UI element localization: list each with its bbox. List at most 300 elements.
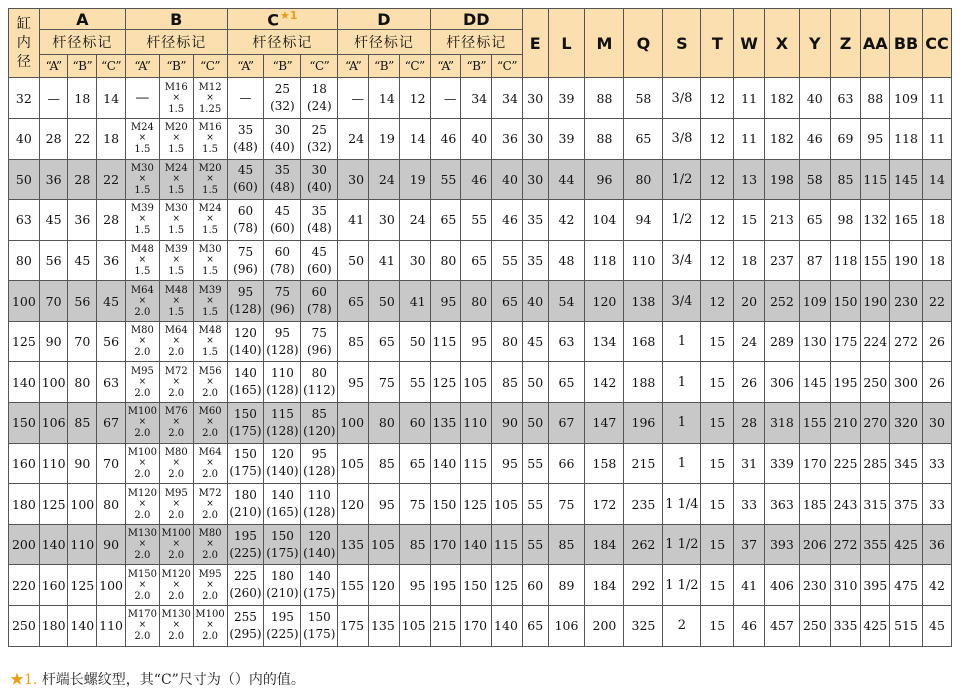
- bore-cell: 80: [9, 240, 40, 281]
- m-cell: 158: [585, 443, 624, 484]
- dd-cell: 110: [461, 403, 492, 444]
- a-cell: 70: [39, 281, 68, 322]
- c-part: (225): [266, 626, 299, 641]
- c-part: (78): [233, 220, 258, 235]
- thread-part: 2.0: [134, 509, 151, 521]
- table-row: [9, 565, 952, 606]
- y-cell: 130: [799, 321, 830, 362]
- z-cell: 150: [830, 281, 861, 322]
- thread-part: 1.5: [134, 184, 151, 196]
- x-cell: 182: [764, 118, 799, 159]
- a-cell: 36: [68, 200, 97, 241]
- group-a-header: A: [39, 9, 125, 30]
- a-cell: 140: [39, 524, 68, 565]
- b-thread-cell: [159, 484, 193, 525]
- dd-cell: 65: [430, 200, 461, 241]
- d-cell: 41: [399, 281, 430, 322]
- s-cell: 1: [663, 321, 701, 362]
- q-cell: 80: [624, 159, 663, 200]
- group-c-label: C: [267, 10, 280, 30]
- col-y-header: Y: [799, 9, 830, 78]
- bb-cell: 109: [890, 78, 923, 119]
- a-cell: 160: [39, 565, 68, 606]
- col-s-header: S: [663, 9, 701, 78]
- b-thread-cell: [125, 443, 159, 484]
- w-cell: 11: [734, 118, 765, 159]
- a-cell: 125: [68, 565, 97, 606]
- c-part: (175): [229, 423, 262, 438]
- c-part: 150: [307, 609, 331, 624]
- t-cell: 12: [701, 240, 734, 281]
- c-part: (32): [307, 139, 332, 154]
- d-cell: 41: [369, 240, 400, 281]
- c-part: 25: [311, 122, 327, 137]
- y-cell: 185: [799, 484, 830, 525]
- table-row: [9, 362, 952, 403]
- b-thread-cell: [193, 403, 227, 444]
- c-cell: [301, 362, 338, 403]
- aa-cell: 315: [861, 484, 890, 525]
- dd-cell: 195: [430, 565, 461, 606]
- d-cell: 95: [369, 484, 400, 525]
- aa-cell: 250: [861, 362, 890, 403]
- e-cell: 35: [522, 200, 548, 241]
- e-cell: 65: [522, 606, 548, 647]
- m-cell: 96: [585, 159, 624, 200]
- bore-header: [9, 9, 40, 78]
- a-cell: 85: [68, 403, 97, 444]
- bore-header-text: 缸内径: [16, 15, 31, 70]
- dd-cell: 105: [461, 362, 492, 403]
- cc-cell: 14: [922, 159, 951, 200]
- c-part: (128): [303, 505, 336, 520]
- l-cell: 39: [548, 118, 585, 159]
- a-cell: 110: [68, 524, 97, 565]
- dd-cell: 80: [492, 321, 523, 362]
- y-cell: 40: [799, 78, 830, 119]
- thread-part: M12: [198, 81, 222, 93]
- c-part: 140: [307, 569, 331, 584]
- thread-part: 2.0: [202, 428, 219, 440]
- m-cell: 88: [585, 78, 624, 119]
- a-cell: 140: [68, 606, 97, 647]
- c-part: (24): [307, 99, 332, 114]
- d-cell: 19: [399, 159, 430, 200]
- b-thread-cell: [193, 484, 227, 525]
- m-cell: 88: [585, 118, 624, 159]
- col-e-header: E: [522, 9, 548, 78]
- a-cell: 45: [68, 240, 97, 281]
- c-part: (78): [270, 261, 295, 276]
- dd-cell: 55: [461, 200, 492, 241]
- c-cell: [264, 118, 301, 159]
- l-cell: 39: [548, 78, 585, 119]
- thread-part: ×: [172, 579, 180, 590]
- c-part: (128): [266, 383, 299, 398]
- l-cell: 67: [548, 403, 585, 444]
- y-cell: 145: [799, 362, 830, 403]
- c-part: (128): [229, 302, 262, 317]
- thread-part: M80: [198, 528, 222, 540]
- rod-mark-d-c: “C”: [399, 55, 430, 78]
- c-cell: [264, 281, 301, 322]
- z-cell: 63: [830, 78, 861, 119]
- c-part: (140): [266, 464, 299, 479]
- thread-part: ×: [206, 457, 214, 468]
- rod-mark-dd-c: “C”: [492, 55, 523, 78]
- b-thread-cell: [193, 321, 227, 362]
- rod-mark-b-b: “B”: [159, 55, 193, 78]
- c-cell: [264, 565, 301, 606]
- footnote-mark: ★1.: [10, 672, 38, 688]
- c-part: 35: [311, 203, 327, 218]
- rod-mark-label-d: 杆径标记: [338, 30, 430, 55]
- c-cell: [301, 403, 338, 444]
- bb-cell: 375: [890, 484, 923, 525]
- thread-part: 1.5: [168, 266, 185, 277]
- c-part: 195: [270, 609, 294, 624]
- table-header: [9, 9, 952, 78]
- e-cell: 40: [522, 281, 548, 322]
- c-cell: [227, 159, 264, 200]
- rod-mark-dd-b: “B”: [461, 55, 492, 78]
- e-cell: 55: [522, 524, 548, 565]
- z-cell: 225: [830, 443, 861, 484]
- d-cell: 19: [369, 118, 400, 159]
- dd-cell: 125: [430, 362, 461, 403]
- dd-cell: 46: [492, 200, 523, 241]
- dd-cell: 36: [492, 118, 523, 159]
- thread-part: 1.5: [134, 225, 151, 237]
- dd-cell: 115: [461, 443, 492, 484]
- thread-part: 1.5: [202, 184, 219, 196]
- a-cell: 70: [97, 443, 126, 484]
- b-thread-cell: [193, 200, 227, 241]
- t-cell: 12: [701, 118, 734, 159]
- thread-part: M120: [127, 487, 158, 499]
- s-cell: 1: [663, 362, 701, 403]
- group-c-header: [227, 9, 338, 30]
- dd-cell: 85: [492, 362, 523, 403]
- dd-cell: 65: [492, 281, 523, 322]
- q-cell: 325: [624, 606, 663, 647]
- m-cell: 142: [585, 362, 624, 403]
- thread-part: 1.25: [198, 103, 222, 115]
- l-cell: 54: [548, 281, 585, 322]
- thread-part: M20: [164, 122, 188, 134]
- table-row: [9, 321, 952, 362]
- t-cell: 12: [701, 281, 734, 322]
- e-cell: 50: [522, 403, 548, 444]
- thread-part: 1.5: [134, 266, 151, 277]
- c-part: 180: [270, 569, 294, 584]
- thread-part: M150: [127, 568, 158, 580]
- d-cell: 30: [399, 240, 430, 281]
- c-part: (128): [266, 423, 299, 438]
- l-cell: 63: [548, 321, 585, 362]
- m-cell: 184: [585, 524, 624, 565]
- thread-part: M30: [164, 203, 188, 215]
- b-thread-cell: [159, 606, 193, 647]
- c-part: 45: [237, 163, 254, 178]
- bb-cell: 425: [890, 524, 923, 565]
- w-cell: 37: [734, 524, 765, 565]
- c-part: (120): [303, 423, 336, 438]
- y-cell: 46: [799, 118, 830, 159]
- bore-cell: 150: [9, 403, 40, 444]
- w-cell: 11: [734, 78, 765, 119]
- bb-cell: 515: [890, 606, 923, 647]
- footnote-text: 杆端长螺纹型，其“C”尺寸为（）内的值。: [41, 672, 305, 688]
- c-part: 225: [234, 569, 257, 584]
- b-thread-cell: [125, 484, 159, 525]
- thread-part: M80: [164, 446, 188, 458]
- d-cell: 24: [369, 159, 400, 200]
- rod-mark-c-a: “A”: [227, 55, 264, 78]
- a-cell: 100: [97, 565, 126, 606]
- z-cell: 335: [830, 606, 861, 647]
- b-thread-cell: [159, 362, 193, 403]
- c-part: 75: [274, 285, 291, 300]
- c-part: 110: [307, 488, 331, 503]
- c-part: (140): [303, 545, 336, 560]
- a-cell: 22: [97, 159, 126, 200]
- thread-part: ×: [206, 579, 214, 590]
- a-cell: 100: [68, 484, 97, 525]
- y-cell: 170: [799, 443, 830, 484]
- c-part: 45: [274, 203, 291, 218]
- thread-part: 2.0: [168, 509, 185, 521]
- thread-part: ×: [206, 417, 214, 428]
- z-cell: 98: [830, 200, 861, 241]
- thread-part: ×: [206, 620, 214, 631]
- x-cell: 406: [764, 565, 799, 606]
- w-cell: 15: [734, 200, 765, 241]
- thread-part: M95: [164, 487, 188, 499]
- thread-part: ×: [172, 376, 180, 387]
- d-cell: 30: [338, 159, 369, 200]
- y-cell: 58: [799, 159, 830, 200]
- dd-cell: 34: [461, 78, 492, 119]
- b-thread-cell: [193, 606, 227, 647]
- col-m-header: M: [585, 9, 624, 78]
- dd-cell: 80: [430, 240, 461, 281]
- l-cell: 85: [548, 524, 585, 565]
- e-cell: 35: [522, 240, 548, 281]
- group-d-header: D: [338, 9, 430, 30]
- rod-mark-a-c: “C”: [97, 55, 126, 78]
- thread-part: ×: [138, 457, 147, 468]
- rod-mark-dd-a: “A”: [430, 55, 461, 78]
- thread-part: M170: [127, 609, 158, 621]
- c-part: (60): [307, 261, 332, 276]
- z-cell: 195: [830, 362, 861, 403]
- b-thread-cell: [159, 200, 193, 241]
- a-cell: 63: [97, 362, 126, 403]
- dd-cell: 55: [492, 240, 523, 281]
- thread-part: 1.5: [202, 144, 219, 156]
- a-cell: 36: [97, 240, 126, 281]
- c-part: 60: [311, 285, 327, 300]
- table-row: [9, 484, 952, 525]
- b-thread-cell: [159, 118, 193, 159]
- thread-part: M24: [130, 122, 154, 134]
- d-cell: 24: [338, 118, 369, 159]
- w-cell: 46: [734, 606, 765, 647]
- col-cc-header: CC: [922, 9, 951, 78]
- thread-part: M16: [164, 81, 188, 93]
- a-cell: 14: [97, 78, 126, 119]
- thread-part: 2.0: [168, 428, 185, 440]
- rod-mark-c-c: “C”: [301, 55, 338, 78]
- thread-part: ×: [138, 214, 147, 225]
- bb-cell: 320: [890, 403, 923, 444]
- thread-part: 2.0: [134, 550, 151, 562]
- thread-part: M95: [130, 365, 154, 377]
- c-part: (96): [270, 302, 295, 317]
- a-cell: 180: [39, 606, 68, 647]
- c-part: (40): [307, 180, 332, 195]
- c-part: (225): [229, 545, 262, 560]
- c-part: 60: [274, 244, 291, 259]
- b-thread-cell: [159, 443, 193, 484]
- dd-cell: 170: [430, 524, 461, 565]
- t-cell: 15: [701, 443, 734, 484]
- aa-cell: 395: [861, 565, 890, 606]
- e-cell: 50: [522, 362, 548, 403]
- x-cell: 393: [764, 524, 799, 565]
- a-cell: 28: [68, 159, 97, 200]
- bb-cell: 475: [890, 565, 923, 606]
- a-cell: 67: [97, 403, 126, 444]
- col-aa-header: AA: [861, 9, 890, 78]
- thread-part: M39: [164, 244, 188, 255]
- thread-part: M100: [127, 406, 158, 418]
- c-cell: [301, 78, 338, 119]
- a-cell: 125: [39, 484, 68, 525]
- c-part: (128): [266, 342, 299, 357]
- l-cell: 66: [548, 443, 585, 484]
- thread-part: 2.0: [202, 550, 219, 562]
- bore-cell: 63: [9, 200, 40, 241]
- table-row: [9, 443, 952, 484]
- bore-cell: 100: [9, 281, 40, 322]
- thread-part: ×: [138, 498, 147, 509]
- c-cell: [264, 484, 301, 525]
- thread-part: M80: [130, 325, 154, 337]
- c-cell: [227, 200, 264, 241]
- a-cell: 56: [68, 281, 97, 322]
- aa-cell: 190: [861, 281, 890, 322]
- thread-part: 2.0: [134, 387, 151, 399]
- d-cell: 120: [369, 565, 400, 606]
- table-row: [9, 281, 952, 322]
- table-row: [9, 606, 952, 647]
- c-part: (210): [229, 505, 262, 520]
- c-cell: [227, 524, 264, 565]
- thread-part: M48: [164, 284, 188, 296]
- bore-cell: 140: [9, 362, 40, 403]
- w-cell: 20: [734, 281, 765, 322]
- d-cell: 75: [369, 362, 400, 403]
- thread-part: ×: [172, 92, 180, 103]
- b-thread-cell: [159, 78, 193, 119]
- thread-part: ×: [172, 214, 180, 225]
- thread-part: 2.0: [168, 347, 185, 359]
- thread-part: ×: [138, 539, 147, 550]
- a-cell: 28: [39, 118, 68, 159]
- c-part: 120: [270, 447, 294, 462]
- aa-cell: 285: [861, 443, 890, 484]
- b-thread-cell: [125, 565, 159, 606]
- c-cell: [227, 240, 264, 281]
- z-cell: 310: [830, 565, 861, 606]
- thread-part: M39: [130, 203, 154, 215]
- x-cell: 252: [764, 281, 799, 322]
- cc-cell: 18: [922, 240, 951, 281]
- q-cell: 262: [624, 524, 663, 565]
- thread-part: ×: [206, 214, 214, 225]
- c-part: (96): [307, 342, 332, 357]
- b-thread-cell: [193, 565, 227, 606]
- y-cell: 206: [799, 524, 830, 565]
- s-cell: 1/2: [663, 200, 701, 241]
- q-cell: 65: [624, 118, 663, 159]
- table-row: [9, 159, 952, 200]
- bb-cell: 345: [890, 443, 923, 484]
- thread-part: M130: [127, 528, 158, 540]
- x-cell: 213: [764, 200, 799, 241]
- thread-part: ×: [206, 133, 214, 144]
- t-cell: 12: [701, 78, 734, 119]
- thread-part: 1.5: [202, 347, 219, 359]
- e-cell: 30: [522, 118, 548, 159]
- e-cell: 55: [522, 443, 548, 484]
- bb-cell: 300: [890, 362, 923, 403]
- thread-part: ×: [172, 417, 180, 428]
- thread-part: M64: [130, 284, 154, 296]
- c-part: 255: [234, 609, 257, 624]
- s-cell: 1/2: [663, 159, 701, 200]
- e-cell: 30: [522, 159, 548, 200]
- aa-cell: 425: [861, 606, 890, 647]
- w-cell: 33: [734, 484, 765, 525]
- s-cell: 1 1/4: [663, 484, 701, 525]
- s-cell: 1 1/2: [663, 565, 701, 606]
- c-part: (260): [229, 586, 262, 601]
- e-cell: 60: [522, 565, 548, 606]
- q-cell: 58: [624, 78, 663, 119]
- b-thread-cell: [125, 403, 159, 444]
- thread-part: ×: [172, 133, 180, 144]
- thread-part: 2.0: [168, 550, 185, 562]
- rod-mark-d-b: “B”: [369, 55, 400, 78]
- d-cell: 85: [399, 524, 430, 565]
- a-cell: 90: [68, 443, 97, 484]
- a-cell: 110: [97, 606, 126, 647]
- c-part: (210): [266, 586, 299, 601]
- a-cell: 45: [97, 281, 126, 322]
- thread-part: M120: [161, 568, 191, 580]
- c-part: (48): [307, 220, 332, 235]
- c-cell: [227, 403, 264, 444]
- aa-cell: 95: [861, 118, 890, 159]
- d-cell: 105: [369, 524, 400, 565]
- thread-part: 1.5: [202, 306, 219, 318]
- thread-part: 1.5: [134, 144, 151, 156]
- s-cell: 1: [663, 403, 701, 444]
- w-cell: 31: [734, 443, 765, 484]
